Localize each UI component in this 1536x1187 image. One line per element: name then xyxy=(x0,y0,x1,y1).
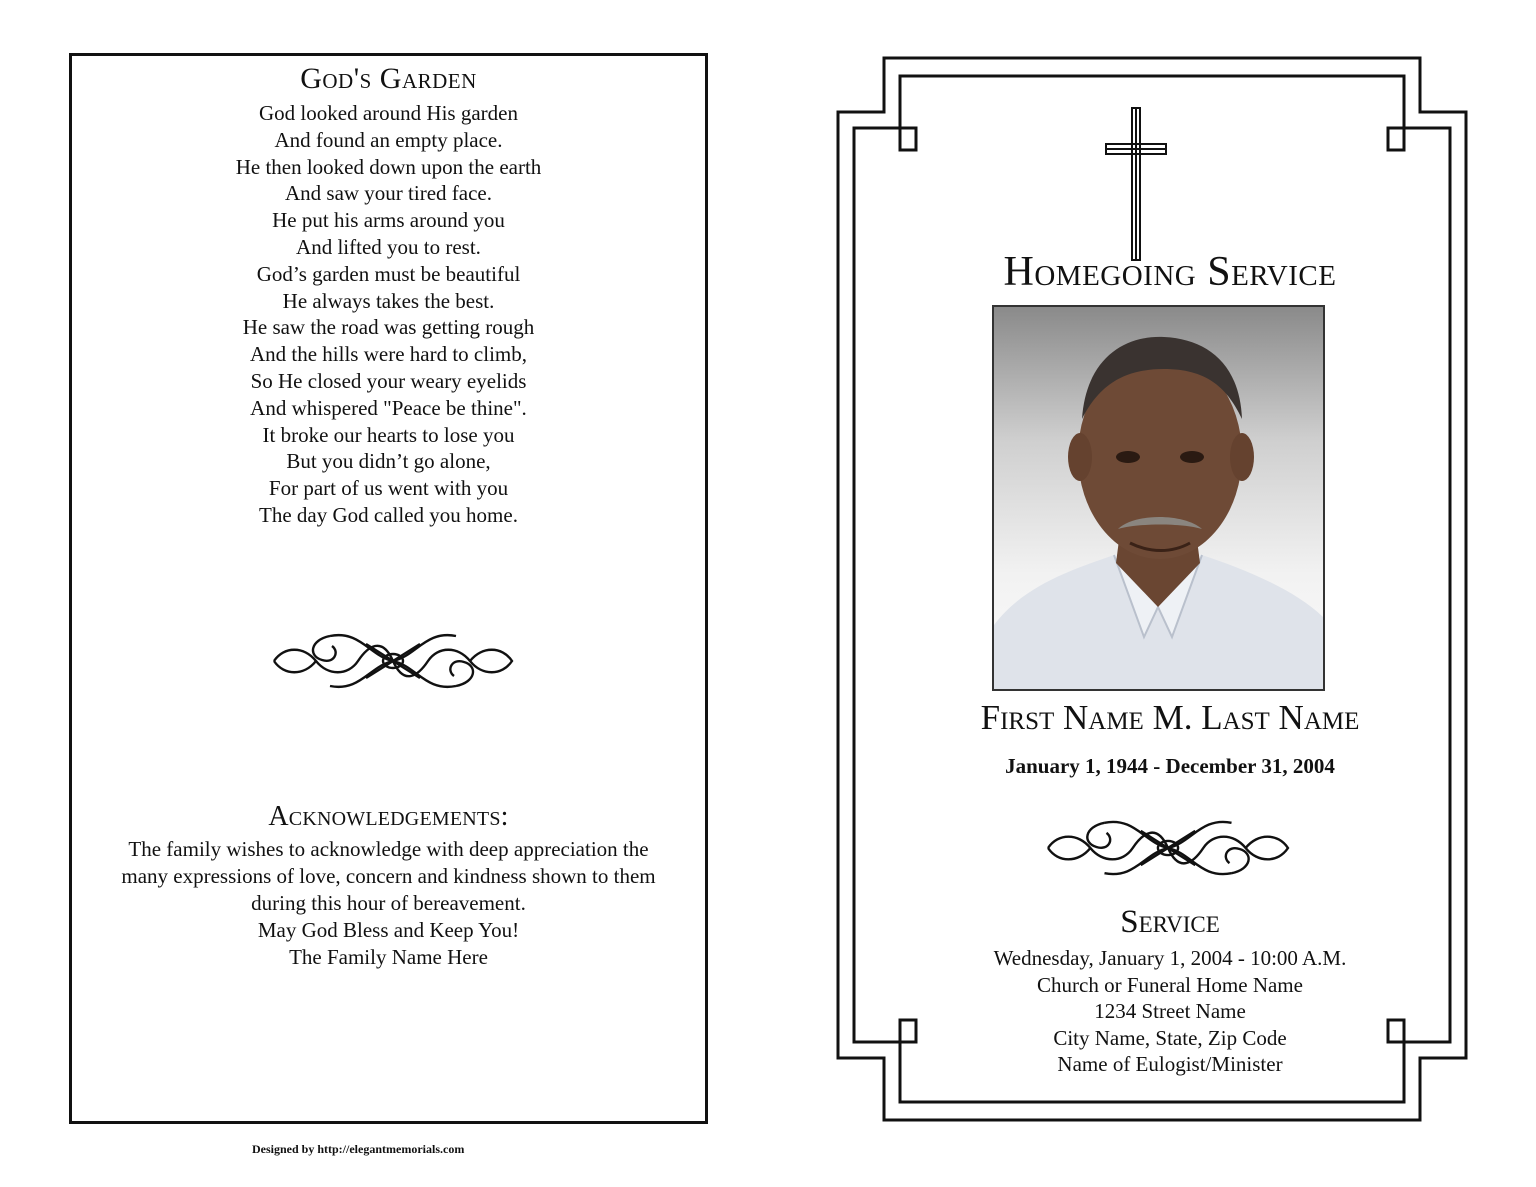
poem-line: And the hills were hard to climb, xyxy=(249,342,528,367)
poem-line: He always takes the best. xyxy=(282,288,495,313)
poem-line: He saw the road was getting rough xyxy=(242,315,535,340)
service-heading: Homegoing Service xyxy=(1003,249,1337,295)
poem-line: So He closed your weary eyelids xyxy=(250,368,527,393)
poem-line: But you didn’t go alone, xyxy=(286,449,491,474)
poem-line: And saw your tired face. xyxy=(284,181,492,206)
ack-line: May God Bless and Keep You! xyxy=(257,918,520,942)
ack-line: many expressions of love, concern and kindness shown to them xyxy=(121,864,656,888)
poem-line: He put his arms around you xyxy=(272,208,505,233)
left-panel xyxy=(69,53,708,1124)
poem-line: God’s garden must be beautiful xyxy=(256,261,521,286)
poem-line: And lifted you to rest. xyxy=(296,234,481,259)
poem-line: The day God called you home. xyxy=(259,502,518,527)
portrait-photo xyxy=(992,305,1325,691)
service-minister: Name of Eulogist/Minister xyxy=(1057,1052,1283,1077)
poem-line: For part of us went with you xyxy=(268,476,509,501)
poem-line: God looked around His garden xyxy=(259,101,518,125)
flourish-ornament-icon xyxy=(270,626,516,696)
acknowledgements-title: Acknowledgements: xyxy=(268,801,509,832)
service-venue: Church or Funeral Home Name xyxy=(1037,972,1303,997)
portrait-silhouette-icon xyxy=(994,307,1323,689)
service-details xyxy=(880,945,1460,1078)
ack-line: during this hour of bereavement. xyxy=(251,891,526,915)
flourish-ornament-icon xyxy=(1044,812,1292,884)
poem-title: God's Garden xyxy=(300,62,477,95)
deceased-name: First Name M. Last Name xyxy=(980,698,1360,737)
cross-icon xyxy=(1104,106,1168,262)
ack-line: The family wishes to acknowledge with deep appreciation the xyxy=(128,837,649,861)
life-dates: January 1, 1944 - December 31, 2004 xyxy=(1005,754,1335,778)
designer-credit: Designed by http://elegantmemorials.com xyxy=(252,1142,465,1156)
poem-line: And whispered "Peace be thine". xyxy=(250,395,527,420)
poem-line: And found an empty place. xyxy=(274,127,503,152)
service-city: City Name, State, Zip Code xyxy=(1053,1025,1287,1050)
acknowledgements-body xyxy=(72,836,705,971)
poem-body xyxy=(72,100,705,529)
service-datetime: Wednesday, January 1, 2004 - 10:00 A.M. xyxy=(993,946,1347,970)
ack-line: The Family Name Here xyxy=(289,945,488,969)
service-title: Service xyxy=(1120,904,1220,940)
poem-line: It broke our hearts to lose you xyxy=(262,422,515,447)
service-street: 1234 Street Name xyxy=(1094,999,1246,1024)
poem-line: He then looked down upon the earth xyxy=(235,154,542,179)
